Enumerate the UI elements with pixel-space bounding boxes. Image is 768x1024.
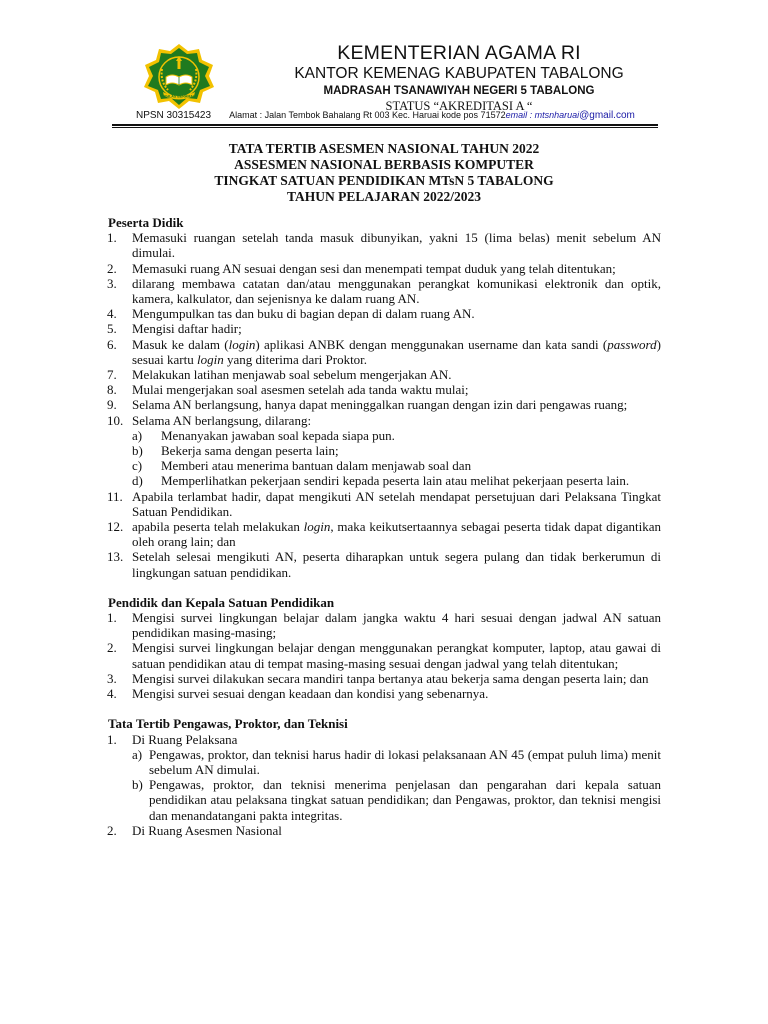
svg-text:IKHLAS BERAMAL: IKHLAS BERAMAL	[162, 94, 196, 99]
sub-item-letter: b)	[132, 777, 143, 793]
sub-list-item	[132, 458, 661, 473]
item-text-italic: login	[196, 351, 224, 367]
item-number: 11.	[107, 488, 123, 504]
list-item	[108, 261, 661, 276]
item-number: 3.	[107, 670, 117, 686]
item-number: 5.	[107, 321, 117, 337]
list-item	[108, 610, 661, 640]
item-text: Masuk ke dalam (	[132, 336, 229, 352]
sub-list	[132, 428, 661, 489]
sub-list-item	[132, 747, 661, 777]
item-number: 8.	[107, 382, 117, 398]
item-text: Memasuki ruangan setelah tanda masuk dibunyikan, yakni 15 (lima belas) menit sebelum AN dimulai.	[132, 230, 661, 261]
title-line-3: TINGKAT SATUAN PENDIDIKAN MTsN 5 TABALONG	[214, 173, 554, 188]
sub-list-item	[132, 777, 661, 823]
list-item	[108, 397, 661, 412]
list-item	[108, 489, 661, 519]
rule-list	[108, 230, 661, 580]
school-address: Alamat : Jalan Tembok Bahalang Rt 003 Kec. Haruai kode pos 71572	[229, 110, 506, 120]
list-item	[108, 549, 661, 579]
list-item	[108, 382, 661, 397]
item-text: Mengumpulkan tas dan buku di bagian depan di dalam ruang AN.	[132, 306, 475, 322]
list-item	[108, 413, 661, 489]
item-text: Setelah selesai mengikuti AN, peserta diharapkan untuk segera pulang dan tidak berkerumun di lingkungan satuan pendidikan.	[132, 549, 661, 580]
item-number: 2.	[107, 260, 117, 276]
sub-item-text: Pengawas, proktor, dan teknisi menerima penjelasan dan pengarahan dari kepala satuan pendidikan atau pelaksana tingkat satuan pendidikan; dan Pengawas, proktor, dan teknisi mengisi dan menandatangani pakta integritas.	[149, 777, 661, 823]
list-item	[108, 519, 661, 549]
list-item	[108, 337, 661, 367]
item-text: Mengisi survei lingkungan belajar dalam jangka waktu 4 hari sesuai dengan jadwal AN satuan pendidikan masing-masing;	[132, 610, 661, 641]
section-title: Tata Tertib Pengawas, Proktor, dan Teknisi	[108, 716, 348, 732]
item-text: Mengisi survei sesuai dengan keadaan dan kondisi yang sebenarnya.	[132, 686, 489, 702]
sub-item-text: Pengawas, proktor, dan teknisi harus hadir di lokasi pelaksanaan AN 45 (empat puluh lima) menit sebelum AN dimulai.	[149, 746, 661, 777]
list-item	[108, 823, 661, 838]
item-text: Mulai mengerjakan soal asesmen setelah ada tanda waktu mulai;	[132, 382, 469, 398]
item-text: Mengisi survei dilakukan secara mandiri tanpa bertanya atau bekerja sama dengan peserta lain; dan	[132, 670, 649, 686]
email-domain: @gmail.com	[579, 110, 635, 121]
list-item	[108, 640, 661, 670]
section-peserta-didik	[108, 215, 661, 580]
item-text-italic: login	[228, 336, 256, 352]
list-item	[108, 306, 661, 321]
item-text: ) sesuai kartu	[132, 336, 661, 367]
sub-item-letter: d)	[132, 473, 143, 489]
sub-item-letter: b)	[132, 443, 143, 459]
npsn: NPSN 30315423	[136, 110, 212, 121]
sub-item-text: Menanyakan jawaban soal kepada siapa pun.	[161, 427, 395, 443]
item-text: apabila peserta telah melakukan	[132, 519, 304, 535]
item-text: , maka keikutsertaannya sebagai peserta tidak dapat digantikan oleh orang lain; dan	[132, 519, 661, 550]
sub-list-item	[132, 428, 661, 443]
sub-list-item	[132, 443, 661, 458]
section-pengawas	[108, 716, 661, 838]
ministry-name: KEMENTERIAN AGAMA RI	[337, 42, 581, 64]
item-number: 3.	[107, 275, 117, 291]
item-text-italic: login	[303, 519, 331, 535]
item-number: 13.	[107, 549, 124, 565]
item-text: Di Ruang Pelaksana	[132, 731, 238, 747]
item-text: Di Ruang Asesmen Nasional	[132, 822, 282, 838]
item-text-italic: password	[607, 336, 657, 352]
document-title	[108, 141, 660, 205]
item-number: 9.	[107, 397, 117, 413]
sub-item-letter: a)	[132, 427, 143, 443]
item-text: ) aplikasi ANBK dengan menggunakan username dan kata sandi (	[255, 336, 608, 352]
sub-item-letter: a)	[132, 746, 143, 762]
item-text: Apabila terlambat hadir, dapat mengikuti AN setelah mendapat persetujuan dari Pelaksana Tingkat Satuan Pendidikan.	[132, 488, 661, 519]
header-rule-thin	[112, 127, 658, 128]
email-label: email : mtsnharuai	[505, 110, 580, 120]
item-text: Mengisi daftar hadir;	[132, 321, 242, 337]
sub-item-text: Memberi atau menerima bantuan dalam menjawab soal dan	[161, 458, 472, 474]
section-title: Pendidik dan Kepala Satuan Pendidikan	[108, 594, 335, 610]
item-text: Memasuki ruang AN sesuai dengan sesi dan menempati tempat duduk yang telah ditentukan;	[132, 260, 616, 276]
rule-list	[108, 610, 661, 701]
item-number: 6.	[107, 336, 117, 352]
item-number: 1.	[107, 610, 117, 626]
section-title: Peserta Didik	[108, 215, 184, 230]
item-number: 2.	[107, 640, 117, 656]
item-text: Mengisi survei lingkungan belajar dengan menggunakan perangkat komputer, laptop, atau gawai di satuan pendidikan atau di tempat masing-masing sesuai dengan jadwal yang telah ditentukan;	[132, 640, 661, 671]
list-item	[108, 276, 661, 306]
item-text: Melakukan latihan menjawab soal sebelum mengerjakan AN.	[132, 367, 452, 383]
item-number: 4.	[107, 306, 117, 322]
sub-list-item	[132, 473, 661, 488]
accreditation-status: STATUS “AKREDITASI A “	[385, 99, 533, 113]
item-text: yang diterima dari Proktor.	[223, 351, 368, 367]
list-item	[108, 321, 661, 336]
list-item	[108, 367, 661, 382]
document-body	[108, 215, 661, 838]
section-pendidik	[108, 595, 661, 701]
item-number: 7.	[107, 367, 117, 383]
sub-item-letter: c)	[132, 458, 143, 474]
office-name: KANTOR KEMENAG KABUPATEN TABALONG	[294, 65, 624, 82]
title-line-1: TATA TERTIB ASESMEN NASIONAL TAHUN 2022	[228, 141, 540, 156]
item-text: dilarang membawa catatan dan/atau menggunakan perangkat komunikasi elektronik dan optik, kamera, kalkulator, dan sejenisnya ke dalam ruang AN.	[132, 275, 661, 307]
list-item	[108, 671, 661, 686]
sub-list	[132, 747, 661, 823]
letterhead	[222, 42, 696, 114]
item-number: 10.	[107, 412, 124, 428]
school-name: MADRASAH TSANAWIYAH NEGERI 5 TABALONG	[323, 85, 595, 97]
item-number: 4.	[107, 686, 117, 702]
item-text: Selama AN berlangsung, hanya dapat meninggalkan ruangan dengan izin dari pengawas ruang;	[132, 397, 628, 413]
list-item	[108, 230, 661, 260]
list-item	[108, 686, 661, 701]
item-number: 1.	[107, 230, 117, 246]
rule-list	[108, 732, 661, 838]
item-number: 2.	[107, 822, 117, 838]
sub-item-text: Bekerja sama dengan peserta lain;	[161, 443, 339, 459]
item-number: 1.	[107, 731, 117, 747]
title-line-2: ASSESMEN NASIONAL BERBASIS KOMPUTER	[234, 157, 534, 172]
item-number: 12.	[107, 519, 124, 535]
item-text: Selama AN berlangsung, dilarang:	[132, 412, 312, 428]
kemenag-logo	[136, 43, 222, 113]
sub-item-text: Memperlihatkan pekerjaan sendiri kepada peserta lain atau melihat pekerjaan peserta lain.	[161, 473, 630, 489]
title-line-4: TAHUN PELAJARAN 2022/2023	[286, 189, 481, 204]
address-line	[136, 110, 696, 121]
list-item	[108, 732, 661, 823]
header-rule-thick	[112, 124, 658, 126]
